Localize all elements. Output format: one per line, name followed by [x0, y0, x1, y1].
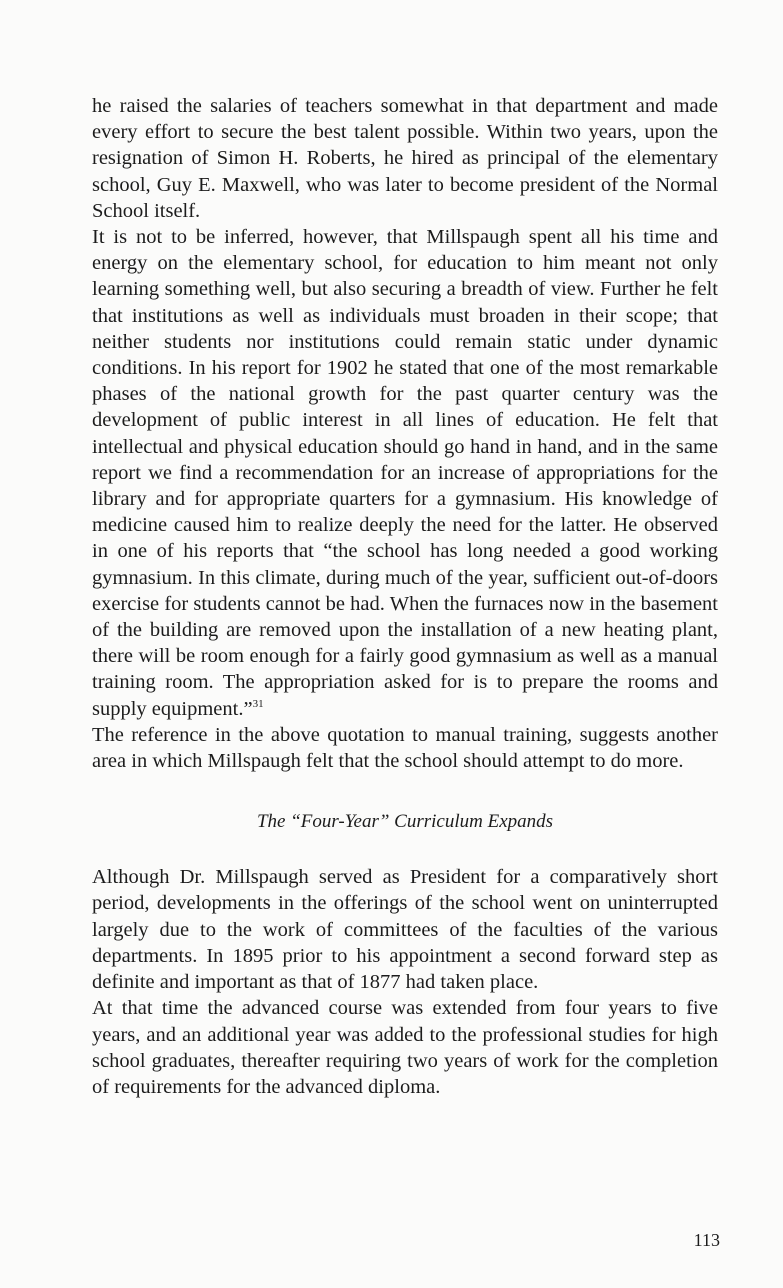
paragraph-5-text: At that time the advanced course was extended from four years to five years, and an additional year was added to the professional studies for high school graduates, thereafter requiring two years of work for the completion of requirements for the advanced diploma.: [92, 997, 718, 1098]
footnote-reference: 31: [252, 697, 264, 710]
paragraph-1-text: he raised the salaries of teachers somewhat in that department and made every effort to secure the best talent possible. Within two years, upon the resignation of Simon H. Roberts, he hired as principal of the elementary school, Guy E. Maxwell, who was later to become president of the Normal School itself.: [92, 95, 718, 222]
paragraph-continuation: [92, 93, 718, 224]
body-text: [92, 93, 718, 1100]
paragraph-4-text: Although Dr. Millspaugh served as President for a comparatively short period, developments in the offerings of the school went on uninterrupted largely due to the work of committees of the faculties of the various departments. In 1895 prior to his appointment a second forward step as definite and important as that of 1877 had taken place.: [92, 866, 718, 994]
paragraph: [92, 722, 718, 774]
paragraph: [92, 224, 718, 722]
paragraph: [92, 995, 718, 1100]
paragraph: [92, 864, 718, 995]
paragraph-2-text: It is not to be inferred, however, that Millspaugh spent all his time and energy on the elementary school, for education to him meant not only learning something well, but also securing a breadth of view. Further he felt that institutions as well as individuals must broaden in their scope; that neither students nor institutions could remain static under dynamic conditions. In his report for 1902 he stated that one of the most remarkable phases of the national growth for the past quarter century was the development of public interest in all lines of education. He felt that intellectual and physical education should go hand in hand, and in the same report we find a recommendation for an increase of appropriations for the library and for appropriate quarters for a gymnasium. His knowledge of medicine caused him to realize deeply the need for the latter. He observed in one of his reports that “the school has long needed a good working gymnasium. In this climate, during much of the year, sufficient out-of-doors exercise for students cannot be had. When the furnaces now in the basement of the building are removed upon the installation of a new heating plant, there will be room enough for a fairly good gymnasium as well as a manual training room. The appropriation asked for is to prepare the rooms and supply equipment.”: [92, 226, 718, 720]
page-number: 113: [693, 1230, 720, 1250]
paragraph-3-text: The reference in the above quotation to manual training, suggests another area in which Millspaugh felt that the school should attempt to do more.: [92, 723, 718, 773]
section-heading: The “Four-Year” Curriculum Expands: [256, 811, 554, 833]
